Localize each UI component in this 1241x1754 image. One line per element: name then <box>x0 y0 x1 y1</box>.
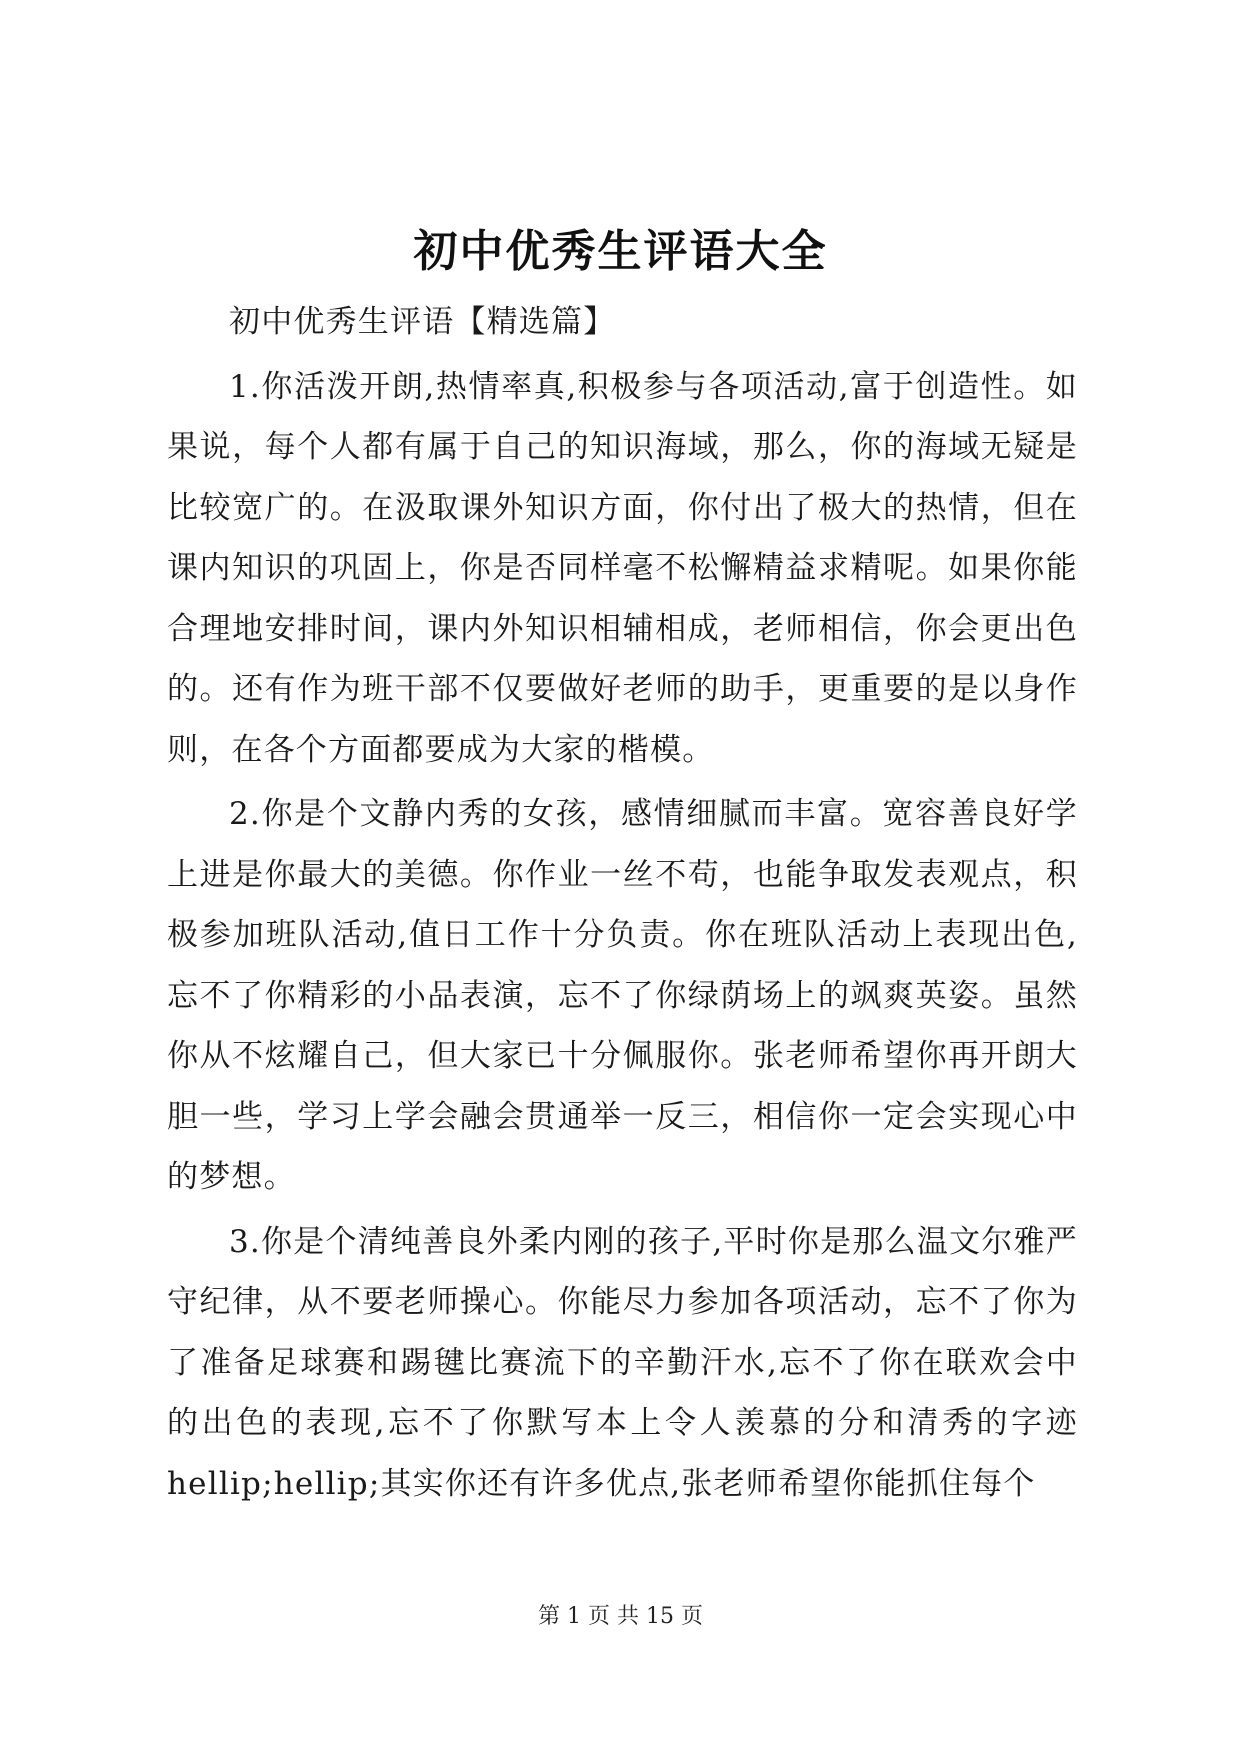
document-subtitle: 初中优秀生评语【精选篇】 <box>229 304 616 340</box>
document-title: 初中优秀生评语大全 <box>413 226 828 277</box>
document-body <box>167 292 1078 1518</box>
paragraph-2: 2.你是个文静内秀的女孩，感情细腻而丰富。宽容善良好学上进是你最大的美德。你作业一丝不苟，也能争取发表观点，积极参加班队活动,值日工作十分负责。你在班队活动上表现出色,忘不了你精彩的小品表演，忘不了你绿荫场上的飒爽英姿。虽然你从不炫耀自己，但大家已十分佩服你。张老师希望你再开朗大胆一些，学习上学会融会贯通举一反三，相信你一定会实现心中的梦想。 <box>167 796 1078 1195</box>
paragraph-1: 1.你活泼开朗,热情率真,积极参与各项活动,富于创造性。如果说，每个人都有属于自己的知识海域，那么，你的海域无疑是比较宽广的。在汲取课外知识方面，你付出了极大的热情，但在课内知识的巩固上，你是否同样毫不松懈精益求精呢。如果你能合理地安排时间，课内外知识相辅相成，老师相信，你会更出色的。还有作为班干部不仅要做好老师的助手，更重要的是以身作则，在各个方面都要成为大家的楷模。 <box>167 368 1078 768</box>
paragraph-3: 3.你是个清纯善良外柔内刚的孩子,平时你是那么温文尔雅严守纪律，从不要老师操心。你能尽力参加各项活动，忘不了你为了准备足球赛和踢毽比赛流下的辛勤汗水,忘不了你在联欢会中的出色的表现,忘不了你默写本上令人羡慕的分和清秀的字迹hellip;hellip;其实你还有许多优点,张老师希望你能抓住每个 <box>167 1223 1078 1502</box>
page-number-footer: 第 1 页 共 15 页 <box>538 1604 703 1629</box>
